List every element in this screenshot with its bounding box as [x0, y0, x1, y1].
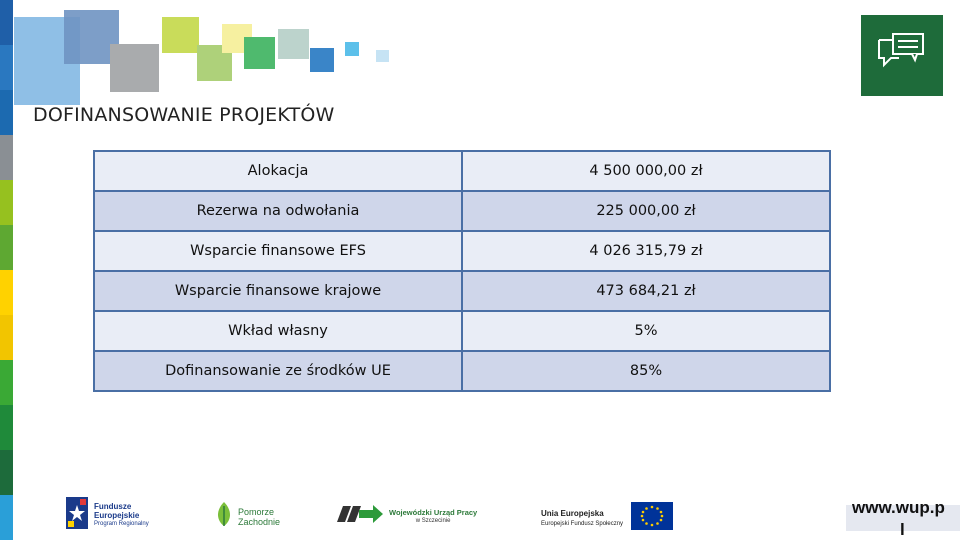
- ue-line1: Unia Europejska: [541, 508, 604, 518]
- strip-segment: [0, 405, 13, 450]
- eu-flag-icon: [631, 502, 673, 535]
- row-value: 5%: [462, 311, 830, 351]
- fundusze-europejskie-logo: [66, 497, 149, 534]
- row-value: 4 026 315,79 zł: [462, 231, 830, 271]
- leaf-icon: [214, 500, 234, 533]
- wup-line2: w Szczecinie: [415, 517, 451, 524]
- strip-segment: [0, 495, 13, 540]
- funding-table: [93, 150, 831, 392]
- wup-arrow-icon: [337, 502, 383, 531]
- fe-line1: Fundusze: [94, 502, 132, 511]
- row-label: Wsparcie finansowe krajowe: [94, 271, 462, 311]
- pomorze-zachodnie-logo: [214, 500, 280, 533]
- strip-segment: [0, 270, 13, 315]
- row-label: Dofinansowanie ze środków UE: [94, 351, 462, 391]
- fe-line3: Program Regionalny: [94, 521, 149, 527]
- strip-segment: [0, 45, 13, 90]
- pz-line1: Pomorze: [238, 506, 275, 517]
- table-row: [94, 271, 830, 311]
- chat-bubbles-icon: [876, 31, 928, 80]
- strip-segment: [0, 450, 13, 495]
- row-label: Alokacja: [94, 151, 462, 191]
- strip-segment: [0, 180, 13, 225]
- table-row: [94, 351, 830, 391]
- wup-logo: [337, 502, 477, 531]
- decor-square: [345, 42, 359, 56]
- decor-square: [244, 37, 275, 69]
- strip-segment: [0, 0, 13, 45]
- row-label: Wsparcie finansowe EFS: [94, 231, 462, 271]
- table-row: [94, 191, 830, 231]
- row-label: Wkład własny: [94, 311, 462, 351]
- strip-segment: [0, 225, 13, 270]
- left-color-strip: [0, 0, 13, 540]
- table-row: [94, 231, 830, 271]
- decor-square: [310, 48, 334, 72]
- pz-line2: Zachodnie: [238, 516, 281, 527]
- website-url-continuation[interactable]: l: [900, 520, 905, 539]
- decor-square: [162, 17, 199, 53]
- strip-segment: [0, 90, 13, 135]
- row-value: 225 000,00 zł: [462, 191, 830, 231]
- strip-segment: [0, 135, 13, 180]
- page-title: DOFINANSOWANIE PROJEKTÓW: [33, 104, 335, 126]
- decor-square: [376, 50, 389, 62]
- row-value: 4 500 000,00 zł: [462, 151, 830, 191]
- row-value: 85%: [462, 351, 830, 391]
- chat-tile[interactable]: [861, 15, 943, 96]
- decor-square: [278, 29, 309, 59]
- table-row: [94, 151, 830, 191]
- website-url[interactable]: www.wup.p: [852, 498, 945, 517]
- row-label: Rezerwa na odwołania: [94, 191, 462, 231]
- fe-star-icon: [66, 497, 88, 534]
- wup-line1: Wojewódzki Urząd Pracy: [389, 507, 478, 517]
- table-row: [94, 311, 830, 351]
- ue-line2: Europejski Fundusz Społeczny: [541, 520, 624, 527]
- strip-segment: [0, 315, 13, 360]
- row-value: 473 684,21 zł: [462, 271, 830, 311]
- strip-segment: [0, 360, 13, 405]
- decor-square: [110, 44, 159, 92]
- eu-logo: [541, 502, 673, 535]
- fe-line2: Europejskie: [94, 511, 140, 520]
